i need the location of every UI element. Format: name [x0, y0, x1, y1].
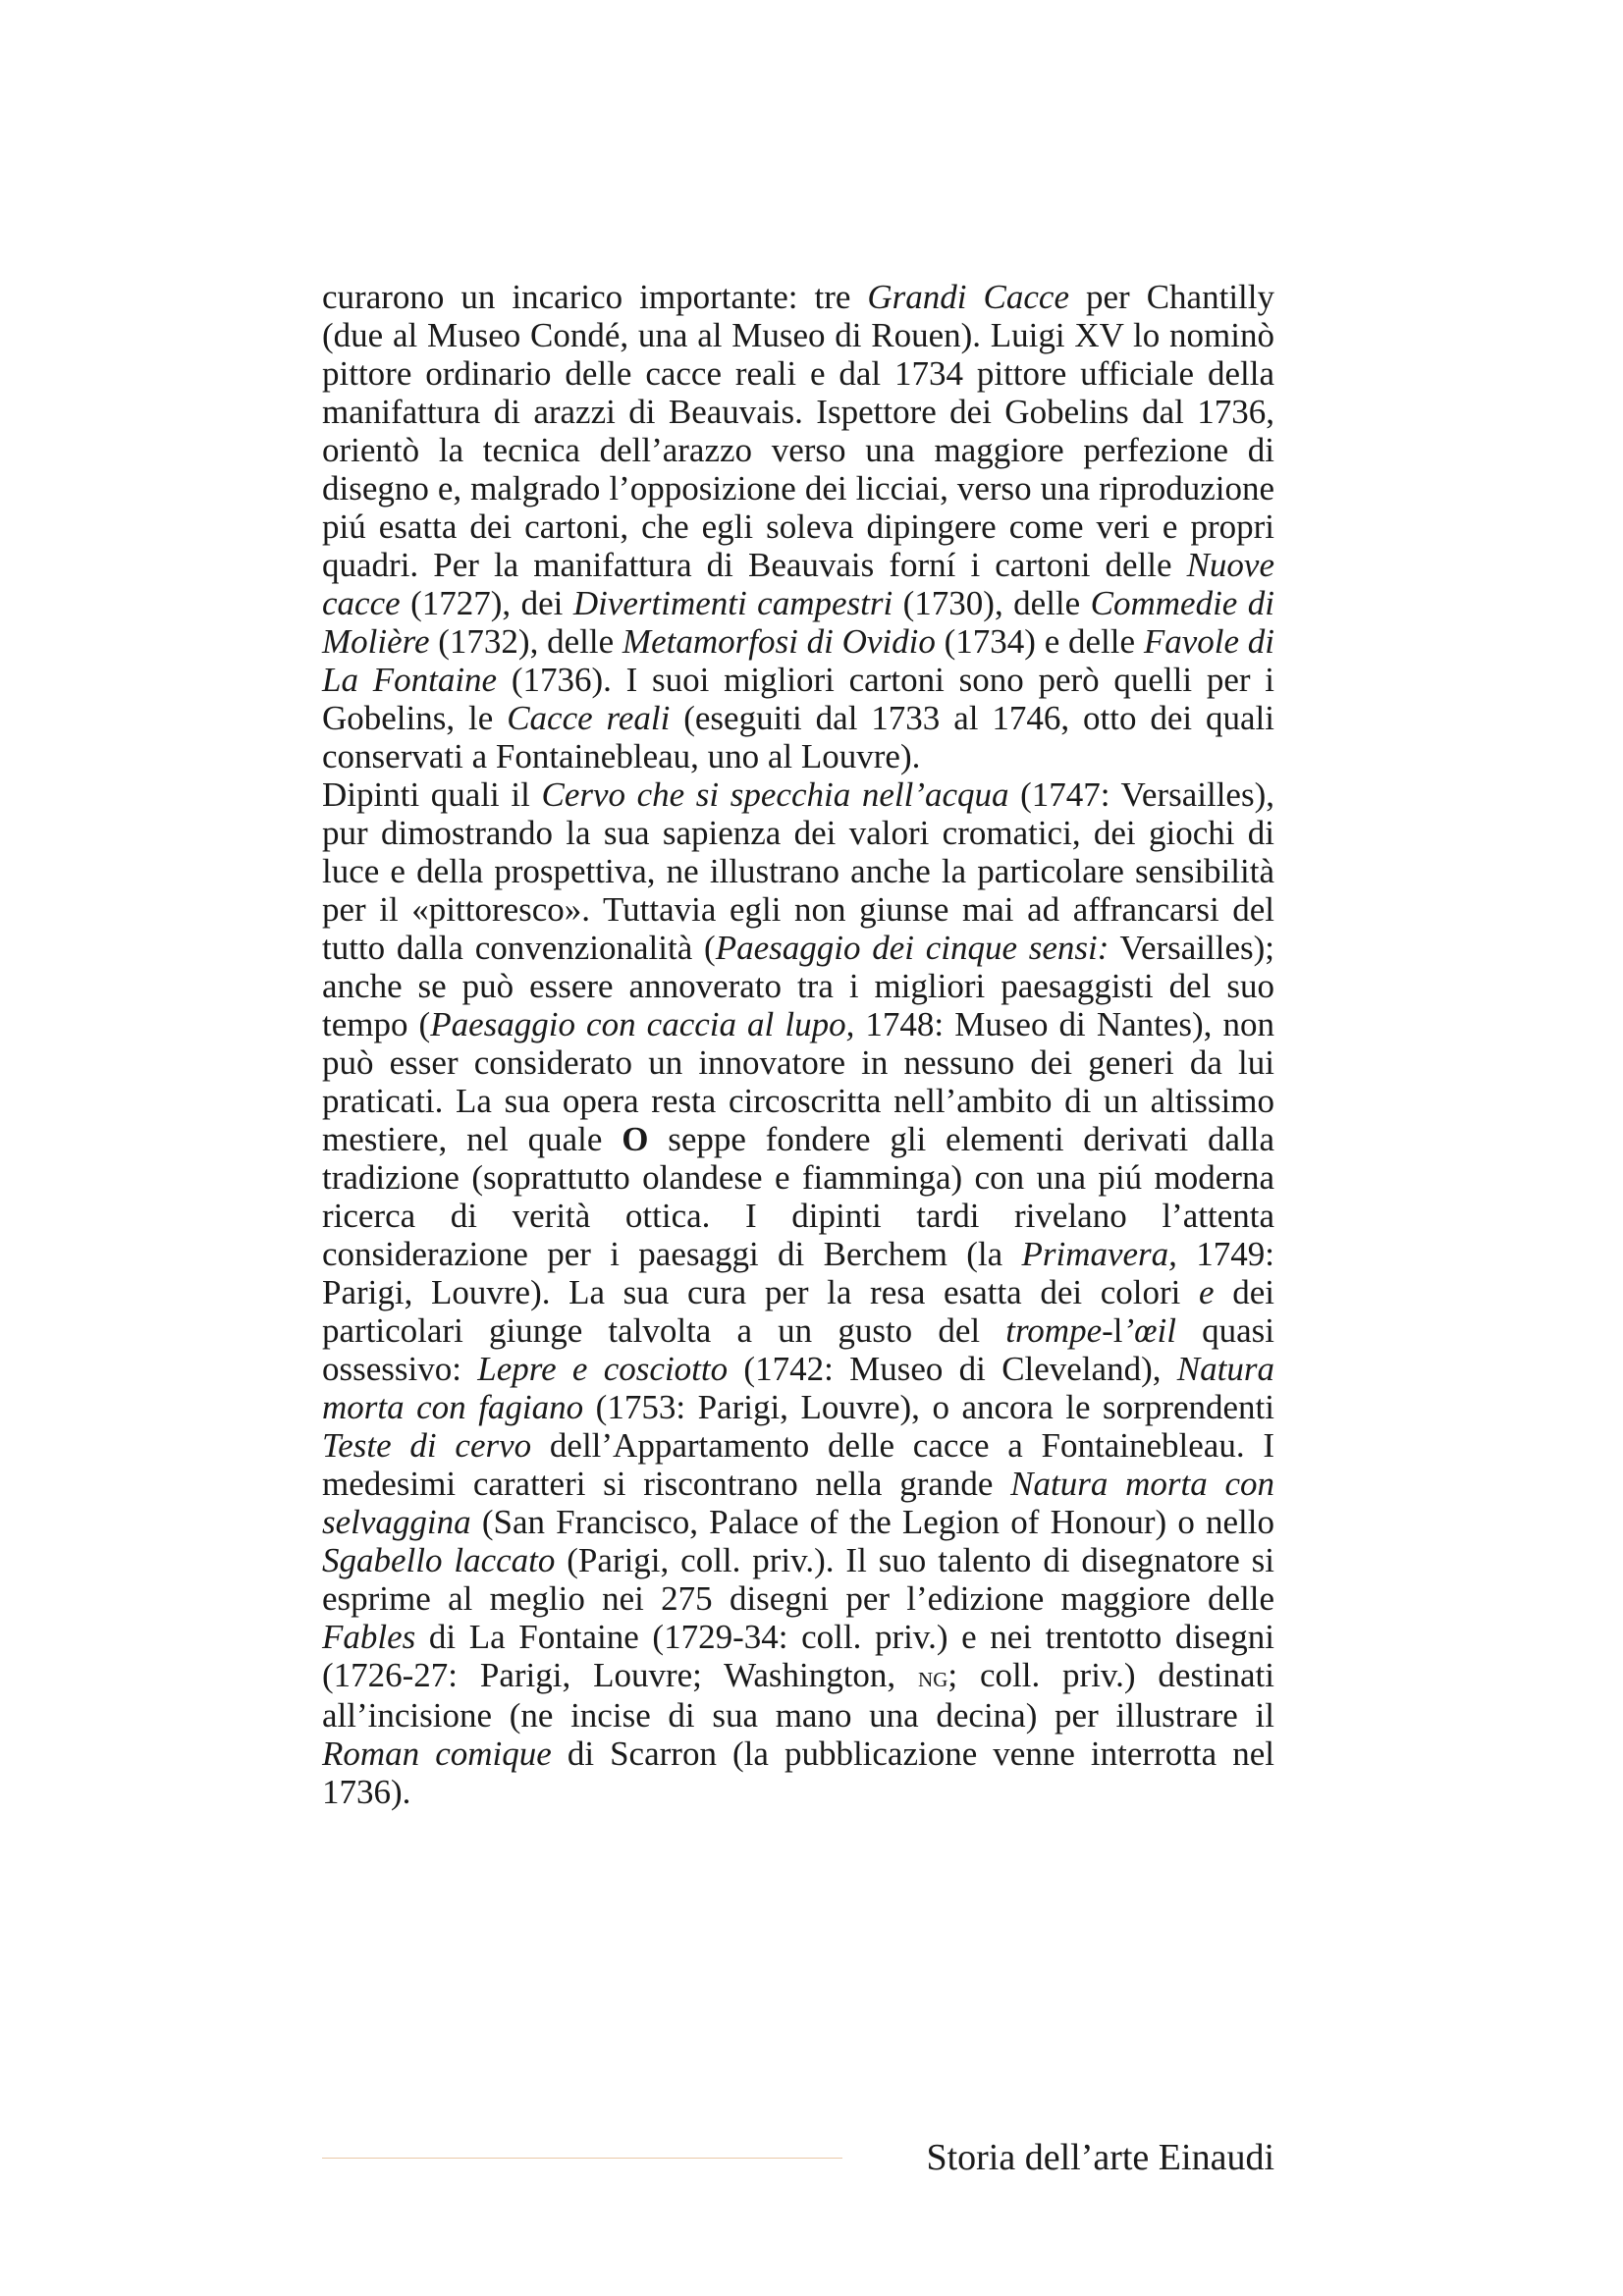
text-run: seppe fondere gli elementi derivati dalla tradizione (soprattutto olandese e fiamminga) con una piú moderna ricerca di verità ottica. I dipinti tardi rivelano l’attenta considerazione per i paesaggi di Berchem (la — [322, 1120, 1275, 1273]
italic-text: Nuove cacce — [322, 546, 1274, 622]
text-run: (1730), delle — [893, 584, 1091, 622]
text-run: ; coll. priv.) destinati all’incisione (ne incise di sua mano una decina) per illustrare il — [322, 1656, 1274, 1735]
italic-text: Divertimenti campestri — [572, 584, 893, 622]
text-run: (1732), delle — [429, 622, 622, 661]
italic-text: Natura morta con fagiano — [322, 1350, 1274, 1426]
text-run: (San Francisco, Palace of the Legion of Honour) o nello — [470, 1503, 1274, 1541]
small-caps-text: ng — [918, 1661, 948, 1693]
text-run: (1747: Versailles), pur dimostrando la sua sapienza dei valori cromatici, dei giochi di luce e della prospettiva, ne illustrano anche la particolare sensibilità per il «pittoresco». Tuttavia egli non giunse mai ad affrancarsi del tutto dalla convenzionalità ( — [322, 775, 1274, 967]
text-run: (1753: Parigi, Louvre), o ancora le sorprendenti — [583, 1388, 1274, 1426]
italic-text: trompe — [1005, 1311, 1103, 1350]
italic-text: Sgabello laccato — [322, 1541, 556, 1579]
paragraph-1 — [322, 278, 1274, 775]
text-run: dell’Appartamento delle cacce a Fontainebleau. I medesimi caratteri si riscontrano nella grande — [322, 1426, 1274, 1503]
text-run: (1736). I suoi migliori cartoni sono però quelli per i Gobelins, le — [322, 661, 1274, 737]
article-body — [322, 278, 1274, 1811]
page-footer — [322, 2136, 1274, 2179]
italic-text: Cervo che si specchia nell’acqua — [541, 775, 1009, 814]
text-run: 1748: Museo di Nantes), non può esser considerato un innovatore in nessuno dei generi da lui praticati. La sua opera resta circoscritta nell’ambito di un altissimo mestiere, nel quale — [322, 1005, 1274, 1158]
text-run: 1749: Parigi, Louvre). La sua cura per la resa esatta dei colori — [322, 1235, 1274, 1311]
italic-text: Roman comique — [322, 1735, 552, 1773]
italic-text: e — [1199, 1273, 1215, 1311]
text-run: (1727), dei — [400, 584, 573, 622]
text-run: di Scarron (la pubblicazione venne interrotta nel 1736). — [322, 1735, 1274, 1811]
italic-text: Natura morta con selvaggina — [322, 1465, 1274, 1541]
italic-text: Paesaggio con caccia al lupo, — [430, 1005, 855, 1043]
text-run: di La Fontaine (1729-34: coll. priv.) e nei trentotto disegni (1726-27: Parigi, Louvre; Washington, — [322, 1618, 1274, 1694]
text-run: Versailles); anche se può essere annoverato tra i migliori paesaggisti del suo tempo ( — [322, 929, 1274, 1043]
bold-text: O — [622, 1120, 649, 1158]
italic-text: Lepre e cosciotto — [477, 1350, 729, 1388]
text-run: curarono un incarico importante: tre — [322, 278, 868, 316]
italic-text: Cacce reali — [507, 699, 671, 737]
text-run: -l — [1102, 1311, 1123, 1350]
text-run: (1742: Museo di Cleveland), — [728, 1350, 1177, 1388]
italic-text: Favole di La Fontaine — [322, 622, 1275, 699]
text-run: (eseguiti dal 1733 al 1746, otto dei quali conservati a Fontainebleau, uno al Louvre). — [322, 699, 1274, 775]
italic-text: Grandi Cacce — [867, 278, 1069, 316]
text-run: quasi ossessivo: — [322, 1311, 1274, 1388]
italic-text: Metamorfosi di Ovidio — [622, 622, 936, 661]
text-run: (Parigi, coll. priv.). Il suo talento di disegnatore si esprime al meglio nei 275 disegni per l’edizione maggiore delle — [322, 1541, 1274, 1618]
italic-text: Fables — [322, 1618, 416, 1656]
italic-text: Primavera, — [1021, 1235, 1177, 1273]
italic-text: Paesaggio dei cinque sensi: — [715, 929, 1109, 967]
footer-title: Storia dell’arte Einaudi — [926, 2137, 1274, 2178]
text-run: Dipinti quali il — [322, 775, 542, 814]
footer-rule — [322, 2158, 842, 2159]
text-run: dei particolari giunge talvolta a un gusto del — [322, 1273, 1274, 1350]
italic-text: Teste di cervo — [322, 1426, 532, 1465]
italic-text: ’œil — [1122, 1311, 1176, 1350]
italic-text: Commedie di Molière — [322, 584, 1275, 661]
text-run: per Chantilly (due al Museo Condé, una al Museo di Rouen). Luigi XV lo nominò pittore ordinario delle cacce reali e dal 1734 pittore ufficiale della manifattura di arazzi di Beauvais. Ispettore dei Gobelins dal 1736, orientò la tecnica dell’arazzo verso una maggiore perfezione di disegno e, malgrado l’opposizione dei licciai, verso una riproduzione piú esatta dei cartoni, che egli soleva dipingere come veri e propri quadri. Per la manifattura di Beauvais forní i cartoni delle — [322, 278, 1274, 584]
paragraph-2 — [322, 775, 1274, 1811]
text-run: (1734) e delle — [935, 622, 1144, 661]
